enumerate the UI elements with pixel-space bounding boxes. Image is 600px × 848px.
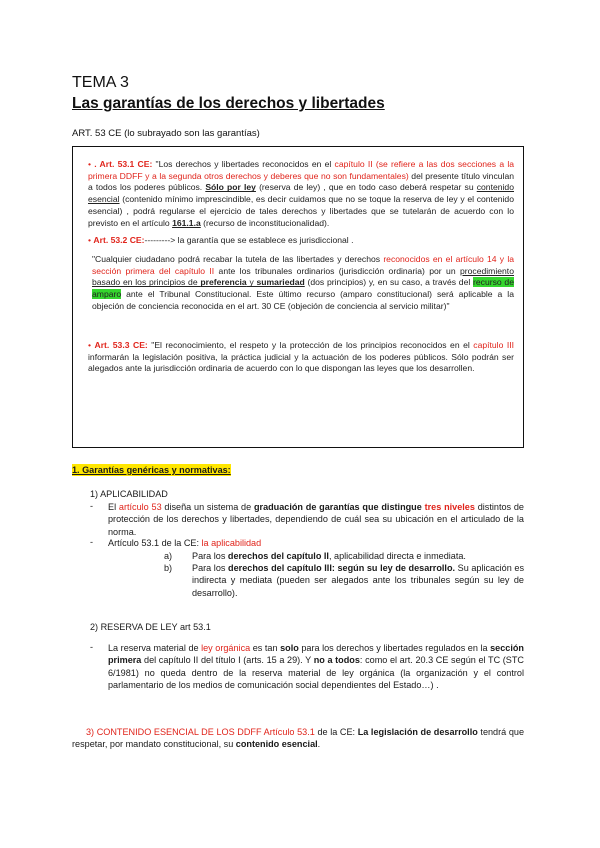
text: distintos de protección de los derechos y libertades, dependiendo de cuál sea su ubicación en el articulado de la norma. (108, 502, 524, 537)
section-1-heading: 1. Garantías genéricas y normativas: (72, 465, 231, 475)
bullet: • (88, 340, 92, 350)
list-dash: - (90, 501, 94, 511)
text: Para los (192, 551, 228, 561)
list-item-b (192, 562, 524, 599)
highlight-red: artículo 53 (118, 502, 162, 512)
list-dash: - (90, 642, 94, 652)
reserva-de-ley-heading: 2) RESERVA DE LEY art 53.1 (90, 622, 211, 632)
art-53-2-paragraph (88, 235, 514, 247)
contenido-esencial-heading: 3) CONTENIDO ESENCIAL DE LOS DDFF Artículo 53.1 (86, 727, 315, 737)
list-label-b: b) (164, 563, 173, 573)
text: "Los derechos y libertades reconocidos en el (152, 159, 335, 169)
text: ante los tribunales ordinarios (jurisdicción ordinaria) por un (214, 265, 460, 276)
bold-text: solo (280, 643, 299, 653)
underlined-guarantee: procedimiento basado en los principios de (92, 265, 514, 288)
text: Su aplicación es indirecta y mediata (pueden ser alegados ante los tribunales según su ley de desarrollo). (192, 563, 525, 598)
text: : como el art. 20.3 CE según el TC (STC 6/1981) no queda dentro de la reserva material de ley orgánica (la organización y el control parlamentario de los medios de comunicación social dependientes del Estado…) . (108, 655, 524, 691)
underlined-guarantee: y (246, 277, 257, 288)
list-item-a (192, 550, 522, 562)
bullet: • (88, 159, 92, 169)
text: para los derechos y libertades regulados en la (298, 643, 491, 653)
bold-text: graduación de garantías que distingue (253, 502, 422, 512)
text: Artículo 53.1 de la CE: (108, 538, 202, 548)
page-subtitle: Las garantías de los derechos y libertades (72, 95, 385, 112)
text: ---------> la garantía que se establece es jurisdiccional . (144, 235, 354, 245)
text: (reserva de ley) , que en todo caso deberá respetar su (255, 182, 477, 193)
text: (contenido mínimo imprescindible, es decir cuidamos que no se toque la reserva de ley y el contenido esencial) , podrá regularse el ejercicio de tales derechos y libertades que se tutelarán de acuerdo con lo previsto en el artículo (88, 194, 514, 228)
article-53-box (72, 146, 524, 448)
bold-text: contenido esencial (235, 739, 318, 750)
text: del capítulo II del título I (arts. 15 a 29). Y (141, 655, 314, 666)
text: del presente título vinculan a todos los poderes públicos. (88, 170, 515, 193)
underlined-guarantee: sumariedad (256, 277, 305, 288)
text: (dos principios) y, en su caso, a través del (304, 277, 474, 288)
highlight-red: la aplicabilidad (201, 538, 262, 548)
reserva-de-ley-paragraph (108, 642, 524, 692)
art-53-2-quote (92, 254, 514, 313)
highlight-red: reconocidos en el artículo 14 y la sección primera del capítulo II (92, 254, 515, 276)
text: "El reconocimiento, el respeto y la protección de los principios reconocidos en el (147, 340, 474, 350)
text: ante el Tribunal Constitucional. Este último recurso (amparo constitucional) será aplicable a la objeción de conciencia reconocida en el art. 30 CE (objeción de conciencia al servicio militar)" (92, 289, 514, 311)
bold-text: sección primera (108, 643, 524, 666)
bullet: • (88, 235, 92, 245)
art-53-1-paragraph (88, 159, 514, 229)
bold-text: derechos del capítulo III: según su ley de desarrollo. (228, 563, 456, 573)
text: informarán la legislación positiva, la práctica judicial y la actuación de los poderes públicos. Sólo podrán ser alegados ante la jurisdicción ordinaria de acuerdo con lo que dispongan las leyes que los desarrollen. (88, 351, 514, 374)
text: El (108, 502, 119, 512)
text: , aplicabilidad directa e inmediata. (328, 551, 466, 561)
list-label-a: a) (164, 551, 173, 561)
text: tendrá que respetar, por mandato constitucional, su (72, 727, 524, 750)
underlined-guarantee: contenido esencial (88, 182, 514, 205)
article-caption: ART. 53 CE (lo subrayado son las garantías) (72, 128, 260, 139)
aplicabilidad-heading: 1) APLICABILIDAD (90, 489, 168, 499)
bold-text: no a todos (313, 655, 360, 666)
art-53-2-label: Art. 53.2 CE: (93, 235, 145, 245)
contenido-esencial-paragraph (72, 726, 524, 751)
highlight-red: ley orgánica (201, 643, 251, 653)
text: es tan (250, 643, 281, 653)
underlined-guarantee: Sólo por ley (205, 182, 256, 193)
text: . (317, 739, 321, 750)
art-53-1-label: . Art. 53.1 CE: (94, 159, 153, 169)
aplicabilidad-paragraph (108, 501, 524, 538)
bold-text: La legislación de desarrollo (357, 727, 478, 737)
text: Para los (192, 563, 229, 573)
underlined-guarantee: preferencia (200, 277, 247, 288)
highlight-red: capítulo III (473, 340, 515, 350)
art-53-3-label: Art. 53.3 CE: (94, 340, 148, 350)
highlight-red: tres niveles (424, 502, 475, 512)
list-dash: - (90, 537, 94, 547)
bold-text: derechos del capítulo II (227, 551, 329, 561)
text: de la CE: (314, 727, 358, 737)
text: diseña un sistema de (161, 502, 254, 512)
text: La reserva material de (108, 643, 202, 653)
highlight-green: recurso de amparo (92, 277, 514, 300)
page-title: TEMA 3 (72, 74, 129, 91)
text: (recurso de inconstitucionalidad). (200, 217, 330, 228)
highlight-red: capítulo II (se refiere a las dos secciones a la primera DDFF y a la segunda otros derechos y deberes que no son fundamentales) (88, 159, 515, 181)
art-53-3-paragraph (88, 340, 514, 375)
underlined-guarantee: 161.1.a (172, 217, 201, 228)
text: "Cualquier ciudadano podrá recabar la tutela de las libertades y derechos (92, 254, 384, 264)
aplicabilidad-article-line (108, 537, 261, 549)
